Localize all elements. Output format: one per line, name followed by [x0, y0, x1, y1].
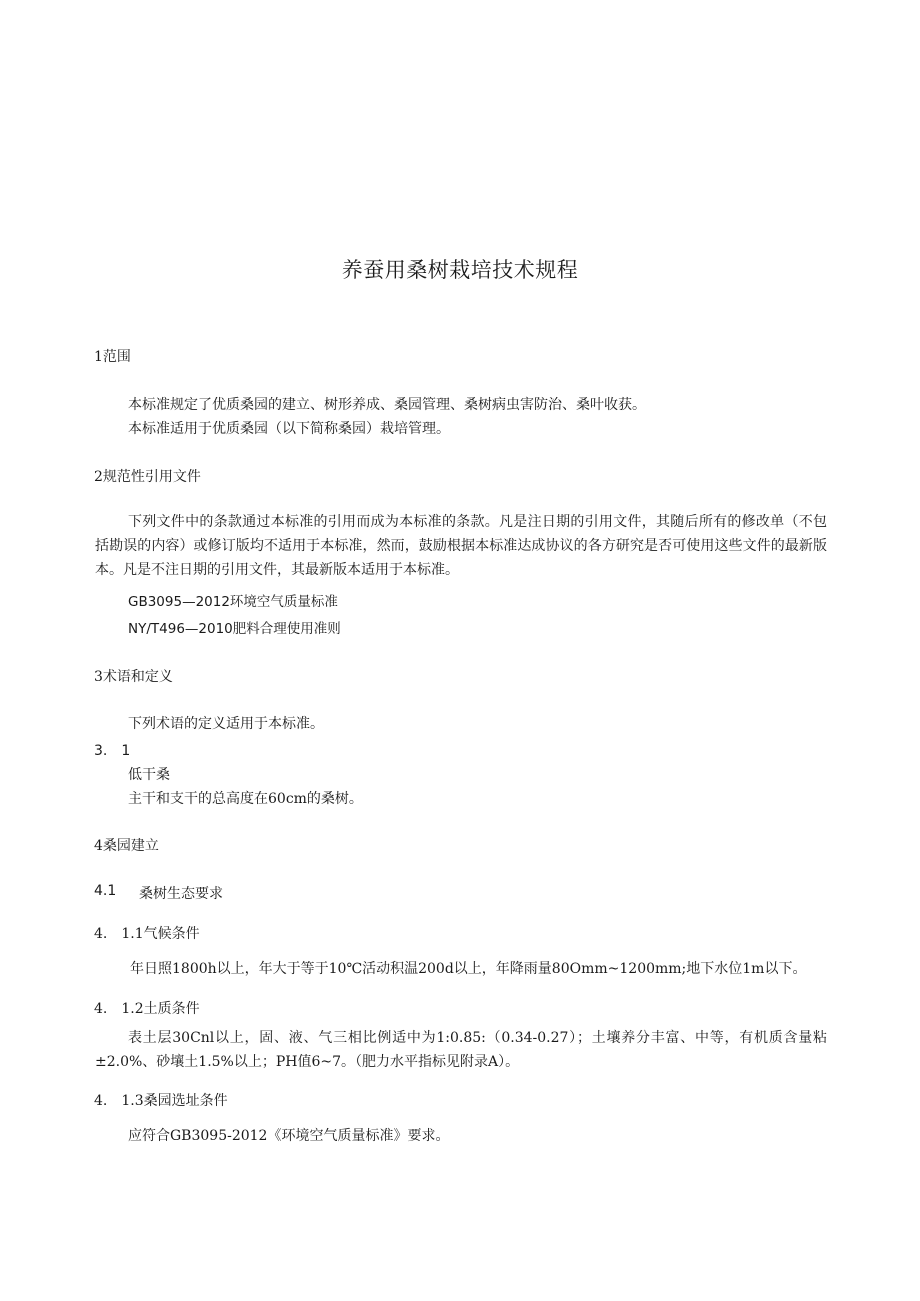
section-1-paragraph-2: 本标准适用于优质桑园（以下简称桑园）栽培管理。: [128, 421, 450, 437]
subsection-4-1-3-text: 应符合GB3095-2012《环境空气质量标准》要求。: [128, 1128, 450, 1144]
section-3-paragraph: 下列术语的定义适用于本标准。: [128, 716, 324, 732]
subsection-4-1-1-heading: 4. 1.1气候条件: [94, 926, 200, 942]
subsection-4-1-title: 桑树生态要求: [139, 886, 223, 902]
section-4-heading: 4桑园建立: [94, 838, 159, 854]
section-1-heading: 1范围: [94, 349, 131, 365]
reference-2: NY/T496—2010肥料合理使用准则: [128, 621, 341, 637]
section-1-paragraph-1: 本标准规定了优质桑园的建立、树形养成、桑园管理、桑树病虫害防治、桑叶收获。: [128, 397, 646, 413]
section-3-heading: 3术语和定义: [94, 669, 173, 685]
reference-1: GB3095—2012环境空气质量标准: [128, 594, 338, 610]
term-name: 低干桑: [128, 767, 170, 783]
subsection-4-1-2-heading: 4. 1.2土质条件: [94, 1001, 200, 1017]
subsection-4-1-2-text: 表土层30Cnl以上，固、液、气三相比例适中为1:0.85:（0.34-0.27）；土壤养分丰富、中等，有机质含量粘±2.0%、砂壤土1.5%以上；PH值6~7。（肥力水平指标见附录A）。: [95, 1030, 827, 1070]
subsection-4-1-1-text: 年日照1800h以上，年大于等于10℃活动积温200d以上，年降雨量80Omm~1200mm;地下水位1m以下。: [130, 961, 807, 977]
section-2-paragraph: 下列文件中的条款通过本标准的引用而成为本标准的条款。凡是注日期的引用文件，其随后所有的修改单（不包括勘误的内容）或修订版均不适用于本标准，然而，鼓励根据本标准达成协议的各方研究是否可使用这些文件的最新版本。凡是不注日期的引用文件，其最新版本适用于本标准。: [95, 514, 827, 578]
term-number: 3. 1: [94, 743, 131, 759]
section-2-heading: 2规范性引用文件: [94, 469, 201, 485]
document-title: 养蚕用桑树栽培技术规程: [341, 258, 579, 282]
subsection-4-1-number: 4.1: [94, 883, 117, 899]
term-definition: 主干和支干的总高度在60cm的桑树。: [128, 791, 363, 807]
subsection-4-1-3-heading: 4. 1.3桑园选址条件: [94, 1093, 228, 1109]
